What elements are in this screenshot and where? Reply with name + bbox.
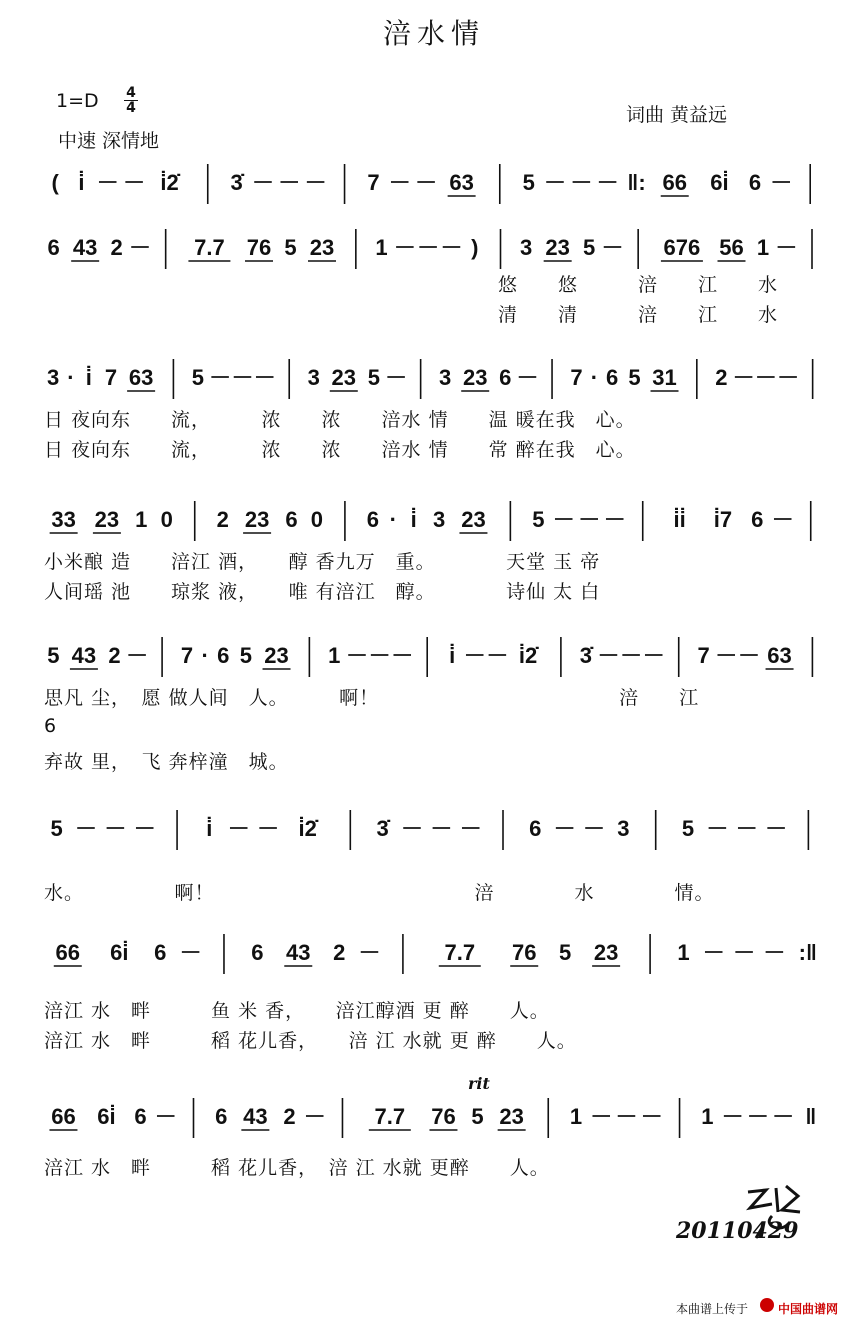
note-token: － <box>601 235 624 260</box>
time-signature-top: 4 <box>126 85 136 101</box>
note-token: 7 <box>697 643 710 668</box>
note-token: 5 <box>47 643 60 668</box>
note-token: － <box>154 1104 177 1129</box>
note-token: 6 <box>529 816 542 841</box>
note-token: 6 <box>251 940 264 965</box>
note-token: 1 <box>677 940 690 965</box>
note-token: 3 <box>432 507 446 532</box>
note-token: － <box>765 816 788 841</box>
note-token: 2 <box>333 940 346 965</box>
note-token: 7 <box>180 643 194 668</box>
note-token: 63 <box>128 365 154 390</box>
note-token: － <box>706 816 729 841</box>
note-token: 6i̇ <box>710 170 729 195</box>
note-token: 5 <box>681 816 695 841</box>
note-token: － <box>388 170 411 195</box>
note-token: 7.7 <box>444 940 476 965</box>
note-token: 7 <box>104 365 118 390</box>
note-token: － <box>737 643 760 668</box>
note-token: 1 <box>701 1104 714 1129</box>
note-token: 5 <box>628 365 641 390</box>
note-token: － <box>702 940 725 965</box>
note-token: 66 <box>662 170 687 195</box>
lyric-line: 涪江 水 畔 鱼 米 香， 涪江醇酒 更 醉 人。 <box>44 1000 550 1022</box>
footer-upload-note: 本曲谱上传于 <box>676 1302 749 1316</box>
note-token: － <box>123 170 146 195</box>
note-token: 5 <box>559 940 572 965</box>
lyric-line: 悠 悠 涪 江 水 <box>498 274 779 296</box>
note-token: ) <box>471 235 479 260</box>
song-title: 涪水情 <box>382 17 485 50</box>
note-token: － <box>732 365 755 390</box>
note-token: i̇ <box>449 643 456 668</box>
note-token: － <box>391 643 414 668</box>
note-token: ( <box>51 170 59 195</box>
note-token: － <box>440 235 463 260</box>
note-token: 5 <box>522 170 535 195</box>
note-token: 2 <box>110 235 123 260</box>
lyric-line: 6 <box>44 715 58 737</box>
note-token: 7 <box>367 170 380 195</box>
lyric-line: 清 清 涪 江 水 <box>498 304 779 326</box>
lyric-line: 人间瑶 池 琼浆 液， 唯 有涪江 醇。 诗仙 太 白 <box>44 581 601 603</box>
note-token: 2 <box>108 643 121 668</box>
note-token: 23 <box>593 940 619 965</box>
note-token: 6 <box>215 1104 228 1129</box>
note-token: · <box>590 365 599 390</box>
note-token: － <box>772 1104 795 1129</box>
note-token: － <box>735 816 758 841</box>
note-token: 7.7 <box>374 1104 406 1129</box>
note-token: :‖ <box>798 940 817 965</box>
note-token: 43 <box>72 235 98 260</box>
note-token: 43 <box>286 940 311 965</box>
note-token: － <box>770 170 793 195</box>
note-token: 3 <box>439 365 452 390</box>
note-token: 43 <box>71 643 97 668</box>
lyric-line: 涪江 水 畔 稻 花儿香， 涪 江 水就 更 醉 人。 <box>44 1030 577 1052</box>
note-token: － <box>209 365 232 390</box>
note-token: － <box>278 170 301 195</box>
note-token: 63 <box>449 170 474 195</box>
note-token: － <box>393 235 416 260</box>
time-signature <box>124 86 138 115</box>
note-token: － <box>777 365 800 390</box>
lyric-line: 水。 啊！ 涪 水 情。 <box>44 882 715 904</box>
note-token: － <box>615 1104 638 1129</box>
note-token: 56 <box>719 235 744 260</box>
note-token: － <box>570 170 593 195</box>
note-token: 6 <box>154 940 167 965</box>
note-token: 23 <box>499 1104 524 1129</box>
note-token: 66 <box>55 940 81 965</box>
note-token: 3 <box>520 235 533 260</box>
note-token: 5 <box>239 643 253 668</box>
note-token: － <box>583 816 606 841</box>
note-token: － <box>763 940 786 965</box>
note-token: － <box>179 940 202 965</box>
note-token: － <box>358 940 381 965</box>
note-token: 1 <box>135 507 148 532</box>
note-token: 5 <box>471 1104 484 1129</box>
note-token: 2 <box>216 507 229 532</box>
note-token: i̇7 <box>713 507 733 532</box>
note-token: － <box>721 1104 744 1129</box>
note-token: i̇ <box>206 816 213 841</box>
note-token: 5 <box>532 507 545 532</box>
note-token: 3̇ <box>579 643 592 668</box>
note-token: － <box>430 816 453 841</box>
note-token: · <box>201 643 209 668</box>
lyric-line: 思凡 尘， 愿 做人间 人。 啊！ 涪 江 <box>44 687 700 709</box>
note-token: 1 <box>375 235 388 260</box>
note-token: － <box>715 643 738 668</box>
note-token: － <box>417 235 440 260</box>
note-token: 23 <box>545 235 570 260</box>
note-token: 23 <box>309 235 335 260</box>
note-token: ‖ <box>805 1104 817 1129</box>
note-token: 7 <box>570 365 583 390</box>
note-token: 3 <box>47 365 60 390</box>
note-token: 63 <box>767 643 792 668</box>
note-token: 6 <box>217 643 230 668</box>
note-token: 6i̇ <box>97 1104 116 1129</box>
note-token: i̇ <box>410 507 417 532</box>
note-token: － <box>96 170 119 195</box>
note-token: － <box>516 365 539 390</box>
note-token: 1 <box>569 1104 583 1129</box>
note-token: － <box>754 365 777 390</box>
note-token: － <box>463 643 486 668</box>
note-token: 1 <box>756 235 770 260</box>
note-token: 76 <box>431 1104 456 1129</box>
note-token: i̇ <box>78 170 85 195</box>
note-token: － <box>415 170 438 195</box>
note-token: 76 <box>511 940 537 965</box>
note-token: － <box>596 170 619 195</box>
note-token: 23 <box>462 365 488 390</box>
note-token: 76 <box>246 235 272 260</box>
note-token: － <box>775 235 798 260</box>
note-token: － <box>578 507 601 532</box>
note-token: 23 <box>331 365 357 390</box>
note-token: － <box>544 170 567 195</box>
note-token: 3 <box>307 365 320 390</box>
note-token: － <box>385 365 408 390</box>
note-token: － <box>231 365 254 390</box>
note-token: － <box>733 940 756 965</box>
note-token: i̇2̇ <box>160 170 179 195</box>
note-token: 6 <box>134 1104 147 1129</box>
lyric-line: 小米酿 造 涪江 酒， 醇 香九万 重。 天堂 玉 帝 <box>44 551 601 573</box>
note-token: 1 <box>328 643 341 668</box>
note-token: ‖: <box>627 170 646 195</box>
note-token: 6 <box>366 507 380 532</box>
signature-mark <box>742 1182 804 1244</box>
note-token: 676 <box>663 235 701 260</box>
note-token: 5 <box>50 816 63 841</box>
note-token: － <box>771 507 794 532</box>
note-token: 3̇ <box>230 170 243 195</box>
note-token: i̇i̇ <box>673 507 686 532</box>
note-token: 6 <box>499 365 512 390</box>
note-token: 2 <box>715 365 728 390</box>
note-token: 6 <box>748 170 762 195</box>
note-token: － <box>251 170 275 195</box>
note-token: 6i̇ <box>110 940 129 965</box>
note-token: 5 <box>191 365 205 390</box>
note-token: － <box>304 170 327 195</box>
note-token: 6 <box>285 507 298 532</box>
note-token: － <box>75 816 98 841</box>
tempo-marking: 中速 深情地 <box>58 130 160 152</box>
note-token: － <box>486 643 509 668</box>
note-token: 5 <box>284 235 297 260</box>
note-token: － <box>642 643 665 668</box>
note-token: i̇ <box>85 365 92 390</box>
key-signature: 1=D <box>56 90 99 112</box>
note-token: 0 <box>160 507 173 532</box>
ritardando-mark: rit <box>468 1074 490 1093</box>
lyric-line: 弃故 里， 飞 奔梓潼 城。 <box>44 751 289 773</box>
note-token: － <box>620 643 643 668</box>
note-token: 3 <box>617 816 630 841</box>
note-token: 6 <box>606 365 619 390</box>
note-token: － <box>368 643 391 668</box>
note-token: 23 <box>264 643 289 668</box>
note-token: － <box>257 816 280 841</box>
note-token: － <box>345 643 368 668</box>
credit-line: 词曲 黄益远 <box>626 104 728 126</box>
note-token: － <box>133 816 156 841</box>
note-token: 7.7 <box>194 235 225 260</box>
note-token: － <box>746 1104 769 1129</box>
note-token: － <box>459 816 482 841</box>
note-token: － <box>303 1104 326 1129</box>
footer-site-name[interactable]: 中国曲谱网 <box>778 1302 839 1316</box>
note-token: 5 <box>583 235 596 260</box>
note-token: － <box>597 643 620 668</box>
note-token: 3̇ <box>376 816 389 841</box>
note-token: 66 <box>51 1104 76 1129</box>
note-token: i̇2̇ <box>518 643 538 668</box>
note-token: i̇2̇ <box>298 816 317 841</box>
note-token: － <box>128 235 152 260</box>
note-token: － <box>253 365 276 390</box>
note-token: · <box>389 507 397 532</box>
note-token: － <box>590 1104 613 1129</box>
lyric-line: 日 夜向东 流， 浓 浓 涪水 情 常 醉在我 心。 <box>44 439 636 461</box>
note-token: 23 <box>461 507 486 532</box>
note-token: 31 <box>652 365 677 390</box>
lyric-line: 涪江 水 畔 稻 花儿香， 涪 江 水就 更醉 人。 <box>44 1157 550 1179</box>
note-token: － <box>400 816 423 841</box>
note-token: 6 <box>751 507 764 532</box>
note-token: · <box>67 365 75 390</box>
note-token: 43 <box>243 1104 268 1129</box>
note-token: － <box>126 643 149 668</box>
note-token: － <box>603 507 626 532</box>
lyric-line: 日 夜向东 流， 浓 浓 涪水 情 温 暖在我 心。 <box>44 409 636 431</box>
note-token: － <box>640 1104 663 1129</box>
signature-stamp-date: 20110429 <box>676 1218 799 1244</box>
note-token: － <box>552 507 575 532</box>
time-signature-bottom: 4 <box>124 100 138 115</box>
note-token: － <box>553 816 576 841</box>
note-token: 2 <box>283 1104 296 1129</box>
note-token: 23 <box>244 507 270 532</box>
site-logo-icon <box>760 1298 774 1312</box>
note-token: － <box>227 816 250 841</box>
note-token: 5 <box>367 365 380 390</box>
note-token: 23 <box>94 507 120 532</box>
note-token: 6 <box>47 235 60 260</box>
note-token: 33 <box>51 507 76 532</box>
note-token: 0 <box>310 507 324 532</box>
note-token: － <box>104 816 127 841</box>
